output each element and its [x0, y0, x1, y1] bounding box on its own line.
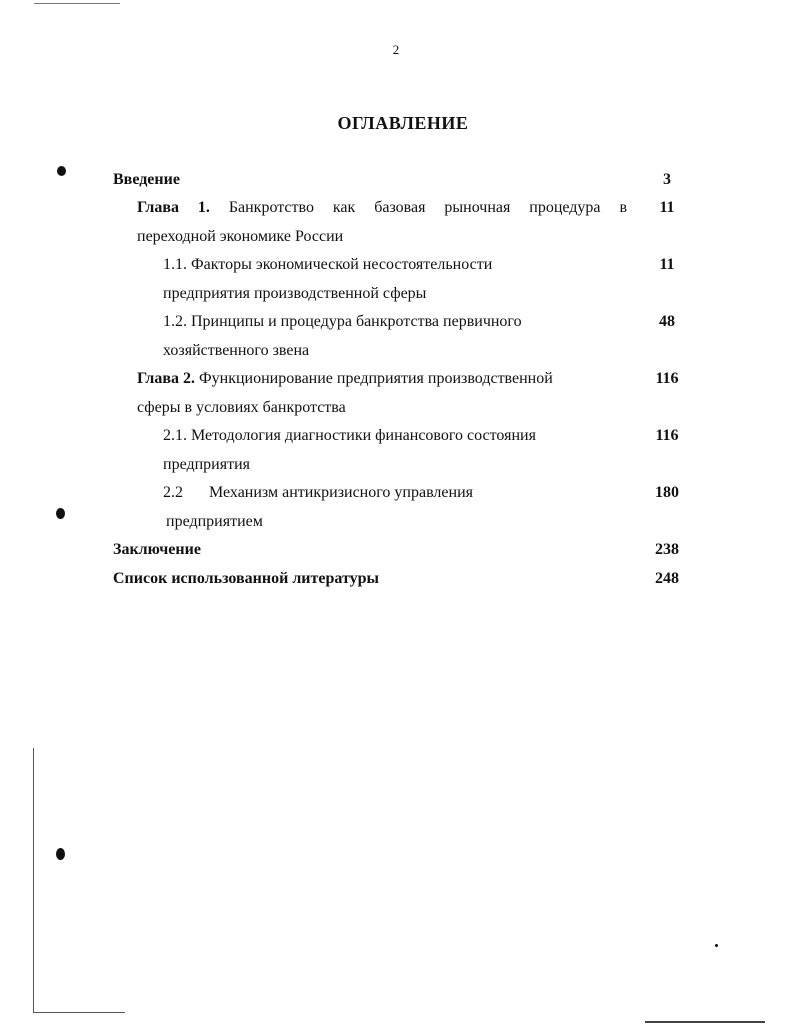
toc-chapter-prefix: Глава 1. [137, 199, 210, 216]
punch-hole-mark-3 [56, 848, 65, 860]
toc-entry-line-2: хозяйственного звена [163, 341, 310, 359]
toc-entry-line-1: 1.1. Факторы экономической несостоятельности [163, 256, 493, 273]
scan-artifact-top [34, 3, 120, 4]
toc-entry-line-2: сферы в условиях банкротства [137, 398, 346, 416]
toc-entry-line-1 [137, 365, 553, 394]
toc-page-number: 248 [655, 570, 679, 587]
toc-entry-text: Функционирование предприятия производственной [199, 370, 553, 387]
toc-section-number: 2.2 [163, 484, 183, 501]
page-number: 2 [392, 42, 400, 57]
toc-chapter-prefix: Глава 2. [137, 370, 195, 387]
toc-entry-line-1: 2.1. Методология диагностики финансового состояния [163, 427, 536, 444]
punch-hole-mark-2 [56, 508, 65, 519]
punch-hole-mark-1 [57, 166, 66, 176]
toc-title: ОГЛАВЛЕНИЕ [337, 113, 469, 133]
toc-page-number: 116 [655, 427, 679, 444]
toc-entry-text: Банкротство как базовая рыночная процедура в [228, 199, 627, 216]
toc-entry-line-1 [137, 194, 627, 223]
toc-page-number: 11 [659, 256, 675, 273]
scan-artifact-left-edge [33, 748, 34, 1013]
toc-entry-line-1: 1.2. Принципы и процедура банкротства первичного [163, 313, 522, 330]
toc-entry-label: Введение [113, 171, 180, 188]
toc-page-number: 180 [655, 484, 679, 501]
toc-page-number: 116 [655, 370, 679, 387]
toc-entry-label: Заключение [113, 541, 201, 558]
toc-entry-line-2: переходной экономике России [137, 227, 344, 245]
toc-entry-label: Список использованной литературы [113, 570, 379, 587]
toc-entry-line-1 [163, 479, 473, 508]
toc-entry-line-2: предприятия производственной сферы [163, 284, 427, 302]
toc-page-number: 238 [655, 541, 679, 558]
scan-artifact-bottom-left [33, 1012, 125, 1013]
toc-page-number: 48 [659, 313, 675, 330]
toc-entry-line-2: предприятием [166, 512, 263, 530]
toc-page-number: 11 [659, 199, 675, 216]
toc-page-number: 3 [663, 171, 671, 188]
toc-entry-line-2: предприятия [163, 455, 250, 473]
toc-entry-text: Механизм антикризисного управления [209, 484, 473, 501]
scan-speck [715, 944, 718, 947]
scan-artifact-bottom-right [645, 1021, 765, 1023]
